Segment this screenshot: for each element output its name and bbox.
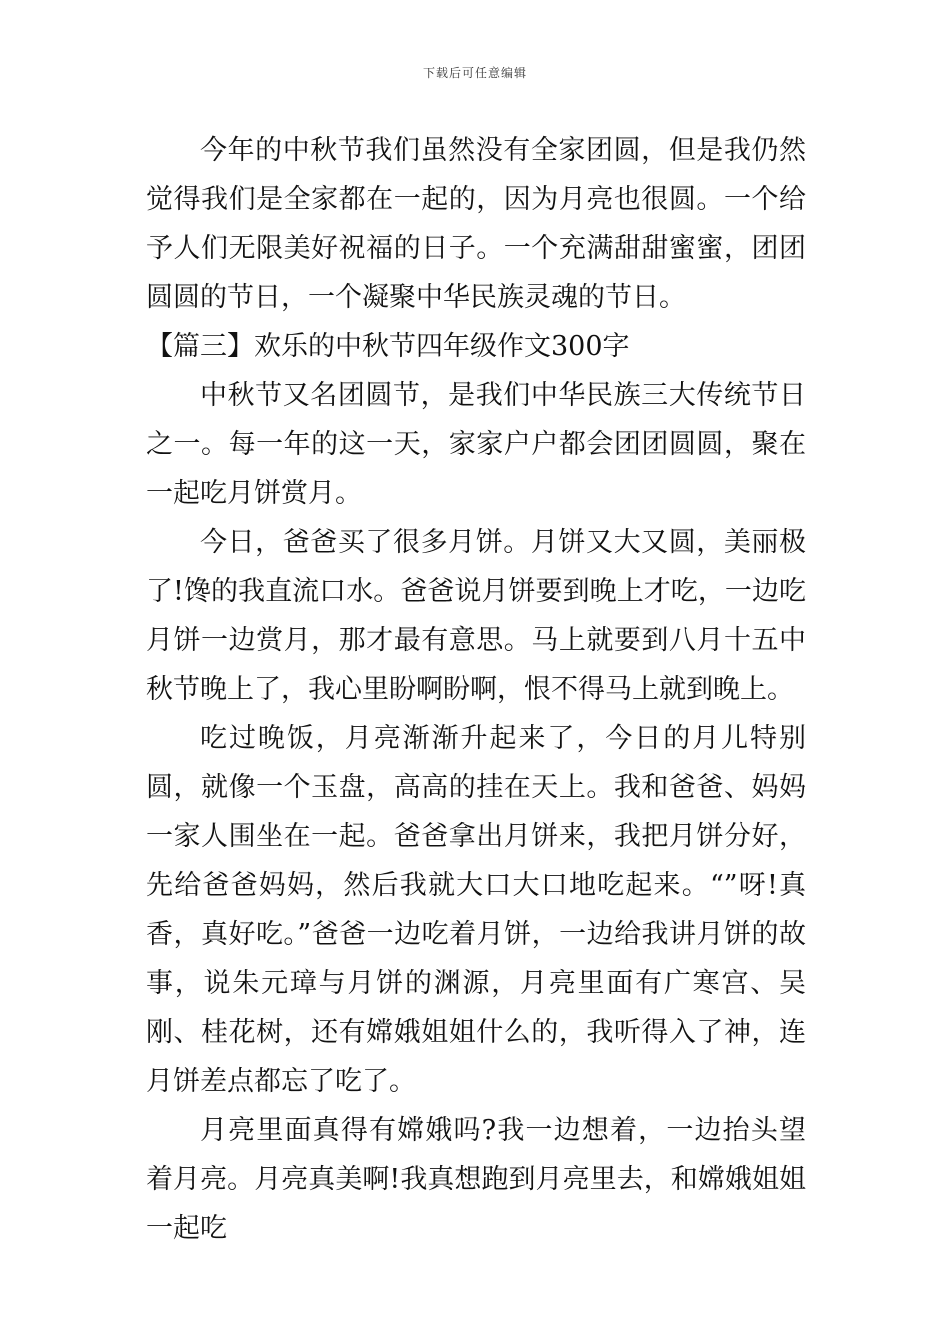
- body-text: [146, 126, 806, 1253]
- paragraph: 今年的中秋节我们虽然没有全家团圆，但是我仍然觉得我们是全家都在一起的，因为月亮也很圆。一个给予人们无限美好祝福的日子。一个充满甜甜蜜蜜，团团圆圆的节日，一个凝聚中华民族灵魂的节日。: [146, 135, 806, 313]
- paragraph: 中秋节又名团圆节，是我们中华民族三大传统节日之一。每一年的这一天，家家户户都会团团圆圆，聚在一起吃月饼赏月。: [146, 380, 806, 509]
- section-title: 【篇三】欢乐的中秋节四年级作文300字: [146, 331, 630, 362]
- paragraph: 吃过晚饭，月亮渐渐升起来了，今日的月儿特别圆，就像一个玉盘，高高的挂在天上。我和爸爸、妈妈一家人围坐在一起。爸爸拿出月饼来，我把月饼分好，先给爸爸妈妈，然后我就大口大口地吃起来。“”呀!真香，真好吃。”爸爸一边吃着月饼，一边给我讲月饼的故事，说朱元璋与月饼的渊源，月亮里面有广寒宫、吴刚、桂花树，还有嫦娥姐姐什么的，我听得入了神，连月饼差点都忘了吃了。: [146, 723, 806, 1097]
- header-note: 下载后可任意编辑: [422, 66, 527, 80]
- paragraph: 月亮里面真得有嫦娥吗?我一边想着，一边抬头望着月亮。月亮真美啊!我真想跑到月亮里去，和嫦娥姐姐一起吃: [146, 1115, 806, 1244]
- paragraph: 今日，爸爸买了很多月饼。月饼又大又圆，美丽极了!馋的我直流口水。爸爸说月饼要到晚上才吃，一边吃月饼一边赏月，那才最有意思。马上就要到八月十五中秋节晚上了，我心里盼啊盼啊，恨不得马上就到晚上。: [146, 527, 806, 705]
